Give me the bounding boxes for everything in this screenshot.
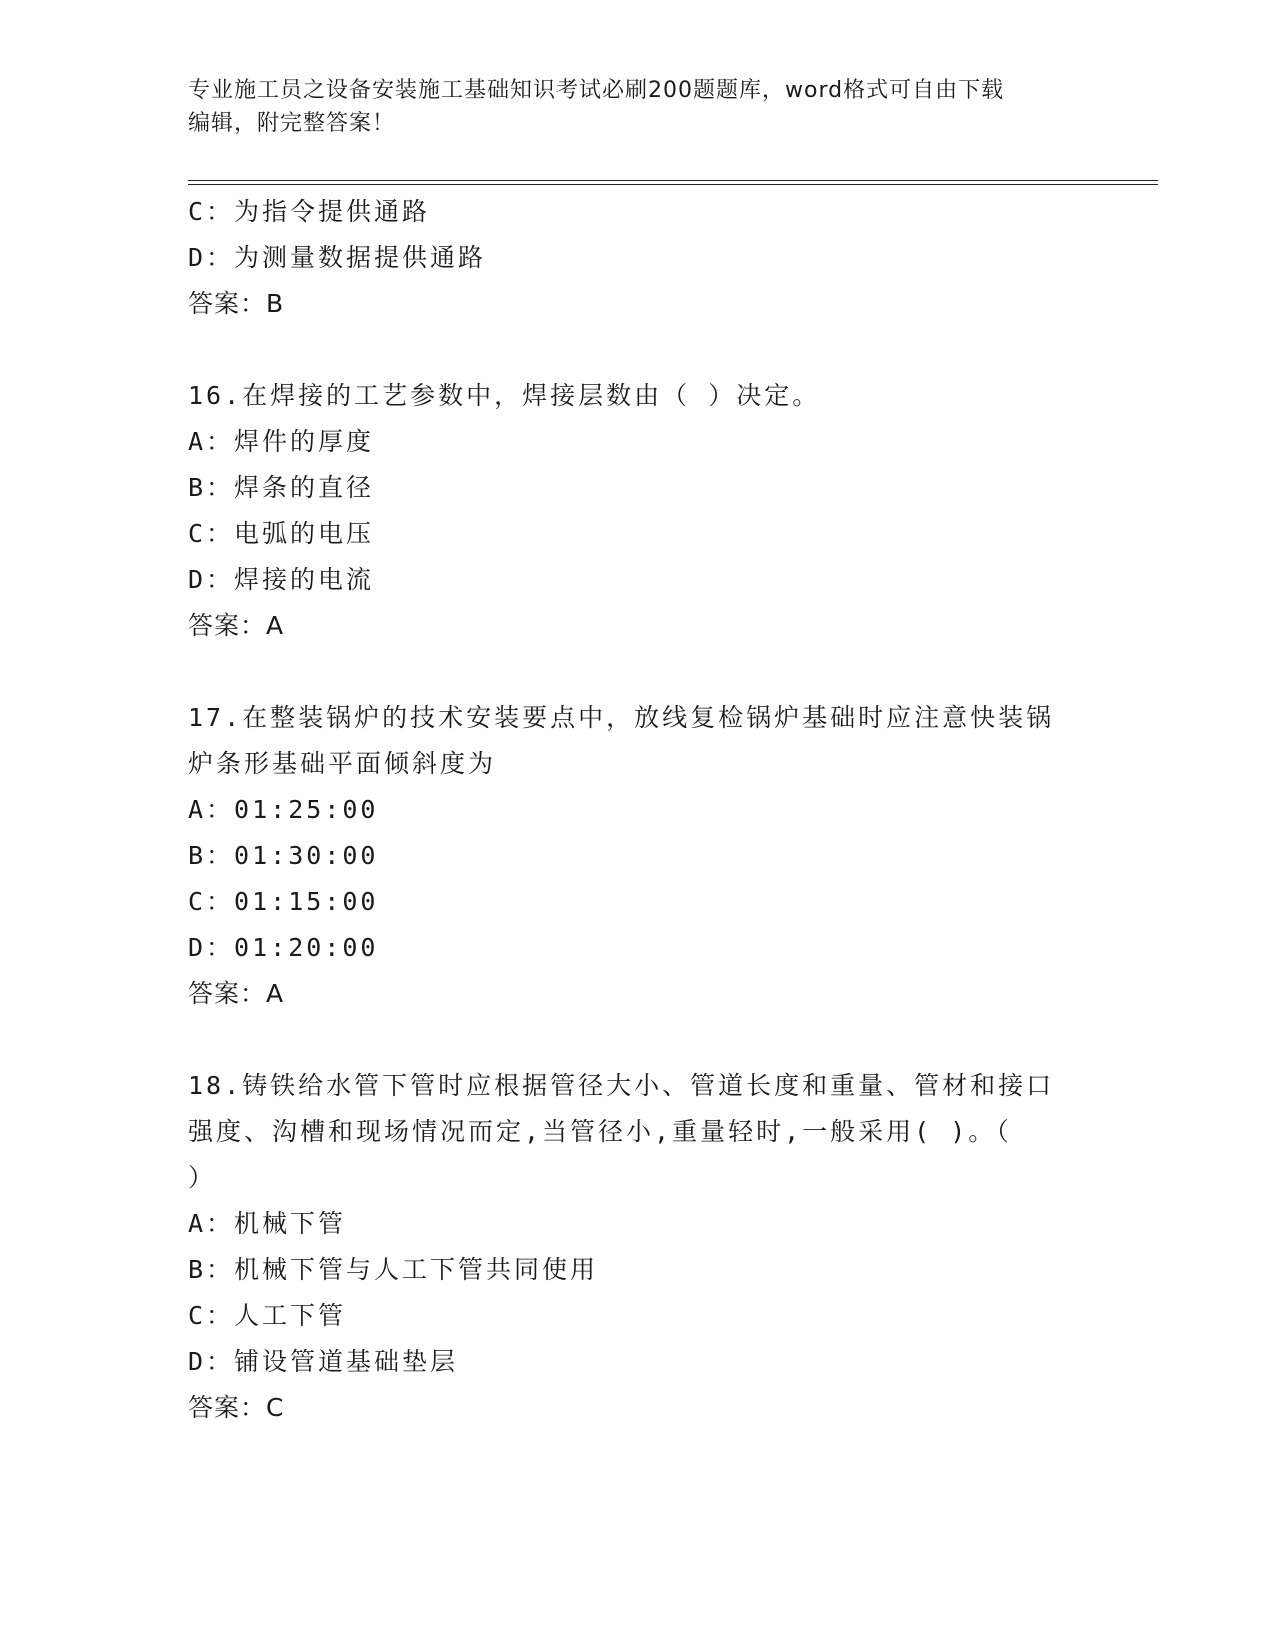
header-line-1: 专业施工员之设备安装施工基础知识考试必刷200题题库，word格式可自由下载 bbox=[188, 78, 1005, 103]
question-text-line-1: 17.在整装锅炉的技术安装要点中，放线复检锅炉基础时应注意快装锅 bbox=[188, 703, 1055, 732]
question-text-line-2: 炉条形基础平面倾斜度为 bbox=[188, 749, 497, 778]
option-d: D：焊接的电流 bbox=[188, 565, 375, 594]
question-15 bbox=[188, 189, 1088, 327]
question-16 bbox=[188, 373, 1088, 649]
option-b: B：01:30:00 bbox=[188, 841, 379, 870]
header-rule-bottom bbox=[188, 184, 1158, 185]
header-rule-top bbox=[188, 180, 1158, 181]
option-c: C：为指令提供通路 bbox=[188, 197, 431, 226]
option-d: D：铺设管道基础垫层 bbox=[188, 1347, 459, 1376]
answer: 答案：C bbox=[188, 1393, 285, 1422]
question-text: 16.在焊接的工艺参数中，焊接层数由（ ）决定。 bbox=[188, 381, 821, 410]
document-header bbox=[188, 74, 1088, 140]
option-b: B：焊条的直径 bbox=[188, 473, 375, 502]
question-17 bbox=[188, 695, 1088, 1017]
question-text-line-2: 强度、沟槽和现场情况而定,当管径小,重量轻时,一般采用( )。（ bbox=[188, 1117, 1012, 1146]
option-c: C：人工下管 bbox=[188, 1301, 347, 1330]
option-c: C：01:15:00 bbox=[188, 887, 379, 916]
option-b: B：机械下管与人工下管共同使用 bbox=[188, 1255, 599, 1284]
answer: 答案：A bbox=[188, 979, 285, 1008]
answer: 答案：B bbox=[188, 289, 285, 318]
option-a: A：焊件的厚度 bbox=[188, 427, 375, 456]
option-d: D：为测量数据提供通路 bbox=[188, 243, 487, 272]
question-text-line-3: ） bbox=[188, 1163, 217, 1192]
question-text-line-1: 18.铸铁给水管下管时应根据管径大小、管道长度和重量、管材和接口 bbox=[188, 1071, 1055, 1100]
answer: 答案：A bbox=[188, 611, 285, 640]
option-a: A：机械下管 bbox=[188, 1209, 347, 1238]
question-18 bbox=[188, 1063, 1088, 1431]
option-c: C：电弧的电压 bbox=[188, 519, 375, 548]
option-d: D：01:20:00 bbox=[188, 933, 379, 962]
option-a: A：01:25:00 bbox=[188, 795, 379, 824]
header-line-2: 编辑，附完整答案！ bbox=[188, 111, 396, 136]
question-list bbox=[188, 189, 1088, 1431]
